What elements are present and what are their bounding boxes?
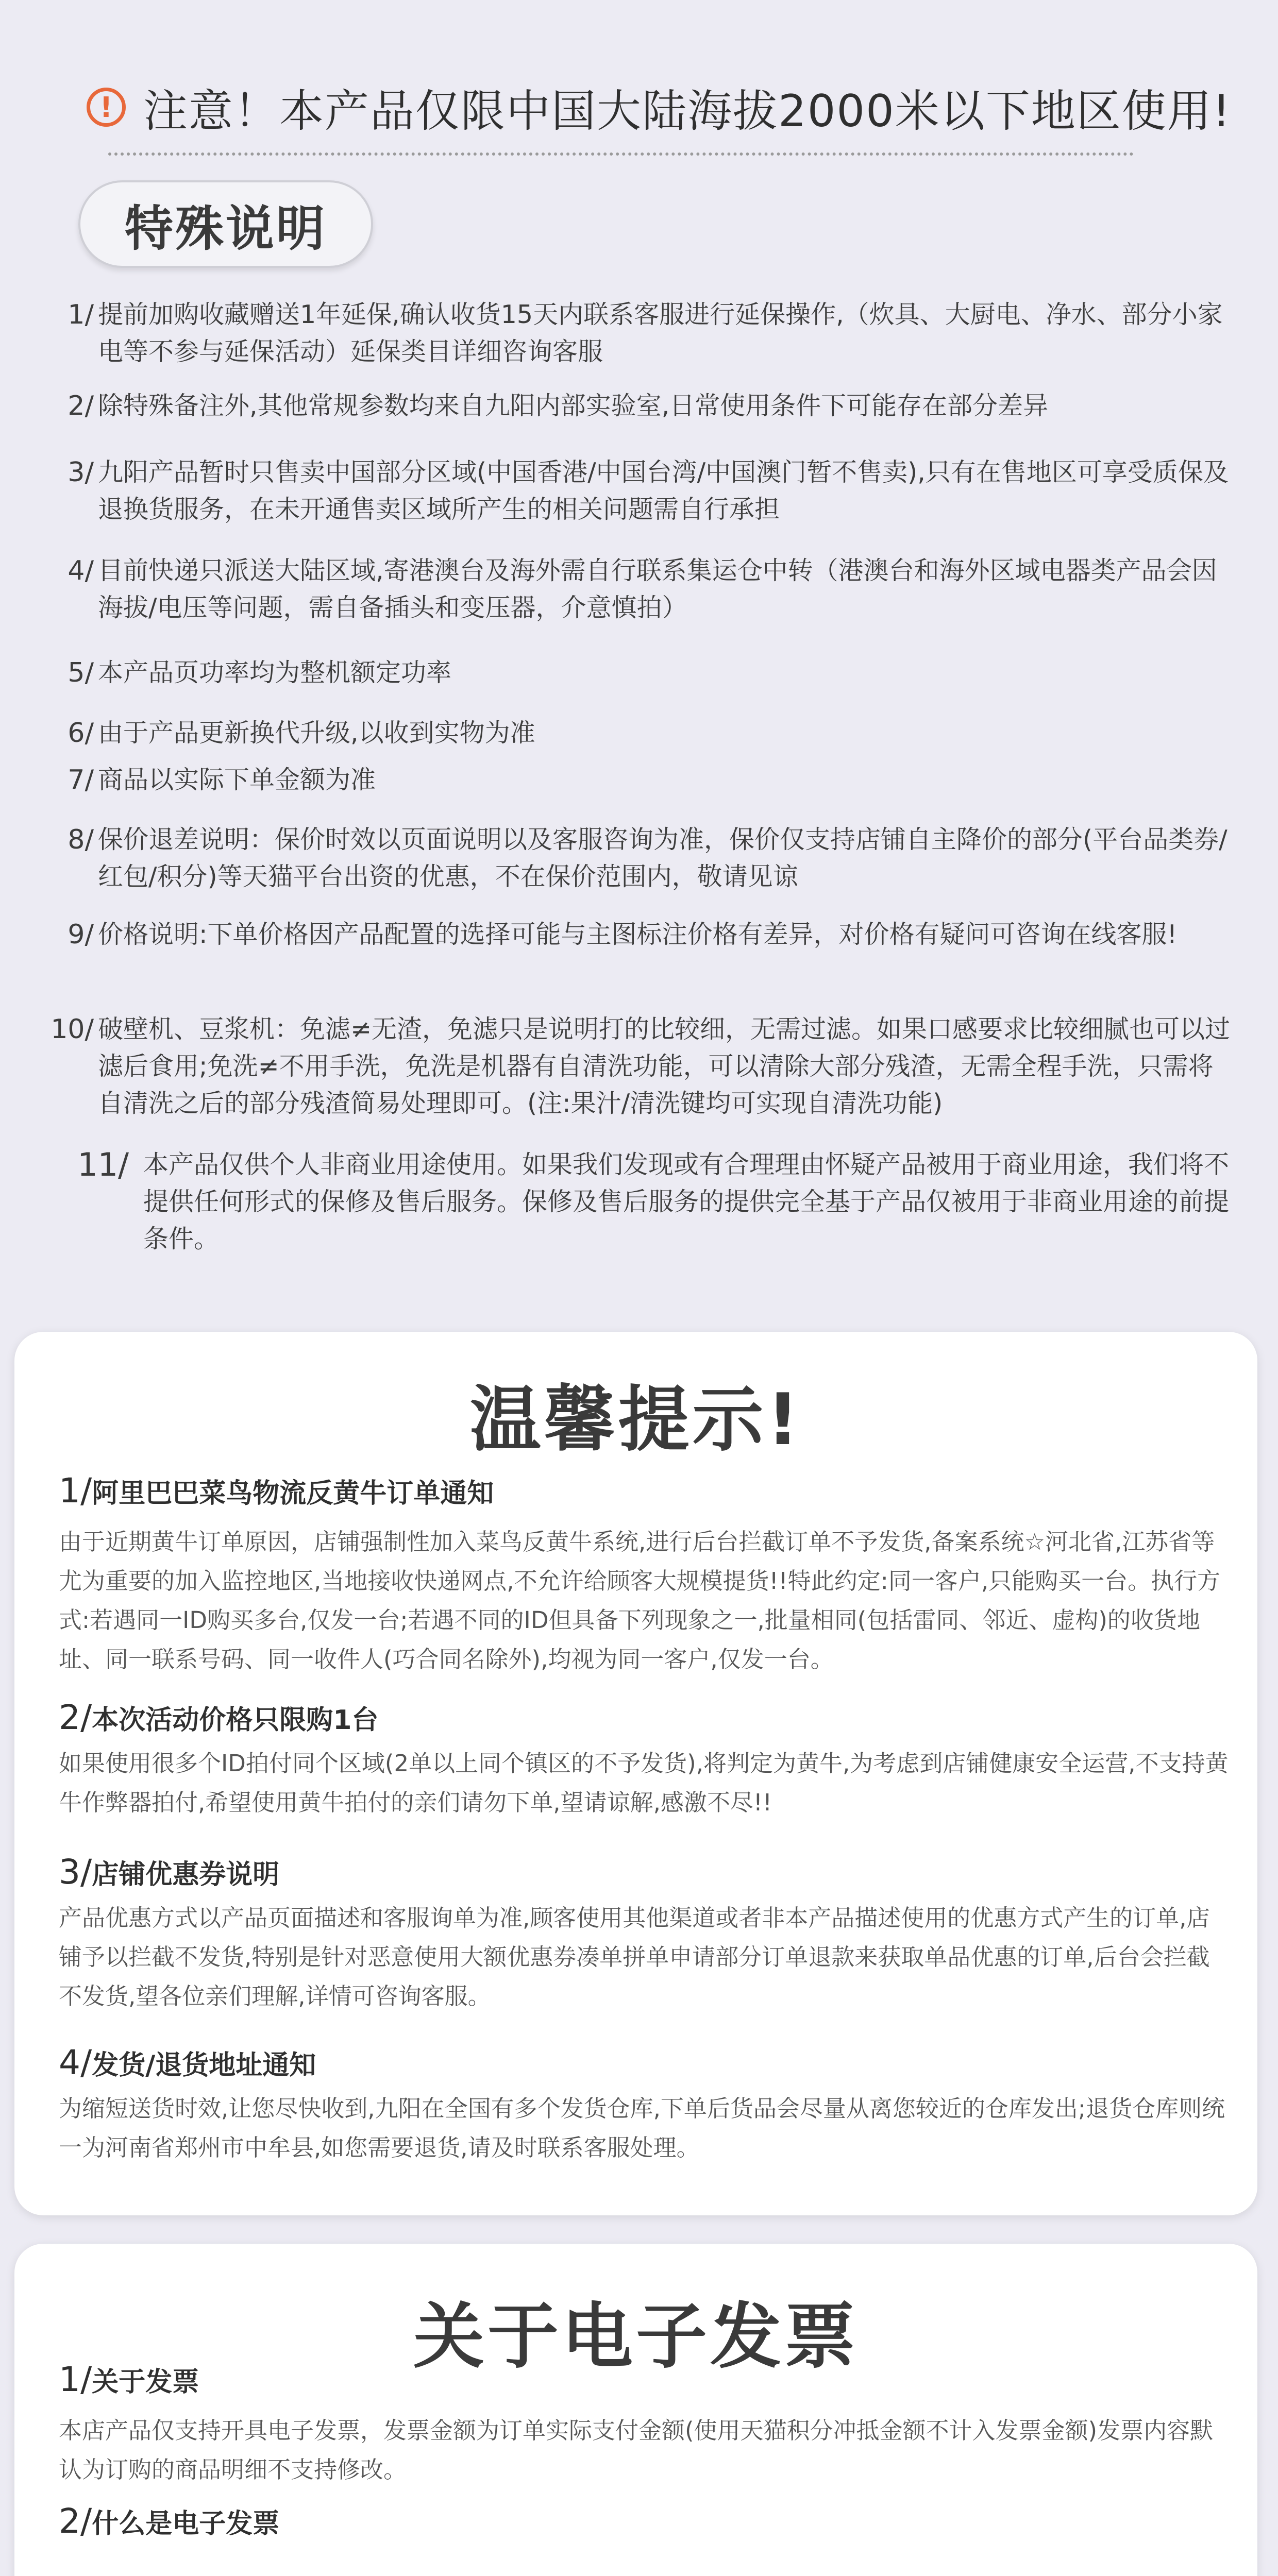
list-item [46, 715, 1237, 752]
item-number: 7/ [68, 765, 94, 795]
notice-banner [87, 76, 1232, 138]
item-text: 价格说明:下单价格因产品配置的选择可能与主图标注价格有差异，对价格有疑问可咨询在线客服! [98, 920, 1178, 949]
list-item [46, 1011, 1237, 1122]
list-item [46, 821, 1237, 895]
item-text: 由于产品更新换代升级,以收到实物为准 [98, 718, 535, 748]
item-number: 8/ [68, 824, 94, 855]
item-number: 9/ [68, 919, 94, 950]
section-body: 产品优惠方式以产品页面描述和客服询单为准,顾客使用其他渠道或者非本产品描述使用的优惠方式产生的订单,店铺予以拦截不发货,特别是针对恶意使用大额优惠券凑单拼单申请部分订单退款来获取单品优惠的订单,后台会拦截不发货,望各位亲们理解,详情可咨询客服。 [59, 1904, 1210, 2010]
item-text: 目前快递只派送大陆区域,寄港澳台及海外需自行联系集运仓中转（港澳台和海外区域电器类产品会因海拔/电压等问题，需自备插头和变压器，介意慎拍） [98, 556, 1217, 622]
item-number: 4/ [68, 555, 94, 586]
tips-card [14, 1332, 1257, 2215]
section-heading: 1/关于发票 [59, 2360, 199, 2399]
item-text: 九阳产品暂时只售卖中国部分区域(中国香港/中国台湾/中国澳门暂不售卖),只有在售地区可享受质保及退换货服务，在未开通售卖区域所产生的相关问题需自行承担 [98, 457, 1229, 524]
item-number: 6/ [68, 718, 94, 749]
item-number: 10/ [51, 1014, 94, 1045]
section-body: 由于近期黄牛订单原因，店铺强制性加入菜鸟反黄牛系统,进行后台拦截订单不予发货,备案系统☆河北省,江苏省等尤为重要的加入监控地区,当地接收快递网点,不允许给顾客大规模提货!!特此约定:同一客户,只能购买一台。执行方式:若遇同一ID购买多台,仅发一台;若遇不同的ID但具备下列现象之一,批量相同(包括雷同、邻近、虚构)的收货地址、同一联系号码、同一收件人(巧合同名除外),均视为同一客户,仅发一台。 [59, 1528, 1221, 1673]
item-text: 本产品页功率均为整机额定功率 [98, 658, 452, 687]
special-title-pill: 特殊说明 [78, 180, 373, 268]
section-heading: 2/什么是电子发票 [59, 2501, 280, 2541]
item-text: 提前加购收藏赠送1年延保,确认收货15天内联系客服进行延保操作,（炊具、大厨电、净水、部分小家电等不参与延保活动）延保类目详细咨询客服 [98, 300, 1223, 366]
item-number: 11/ [77, 1146, 129, 1183]
item-number: 5/ [68, 657, 94, 688]
section-heading: 1/阿里巴巴菜鸟物流反黄牛订单通知 [59, 1471, 494, 1511]
list-item [46, 296, 1237, 370]
item-number: 1/ [68, 299, 94, 330]
section-heading: 4/发货/退货地址通知 [59, 2043, 316, 2082]
list-item [46, 761, 1237, 799]
item-text: 本产品仅供个人非商业用途使用。如果我们发现或有合理理由怀疑产品被用于商业用途，我们将不提供任何形式的保修及售后服务。保修及售后服务的提供完全基于产品仅被用于非商业用途的前提条件。 [143, 1150, 1230, 1253]
list-item [46, 454, 1237, 528]
tips-title: 温馨提示! [469, 1378, 802, 1461]
section-body: 如果使用很多个ID拍付同个区域(2单以上同个镇区的不予发货),将判定为黄牛,为考虑到店铺健康安全运营,不支持黄牛作弊器拍付,希望使用黄牛拍付的亲们请勿下单,望请谅解,感激不尽!! [59, 1750, 1229, 1816]
item-number: 3/ [68, 457, 94, 488]
item-text: 破壁机、豆浆机：免滤≠无渣，免滤只是说明打的比较细，无需过滤。如果口感要求比较细腻也可以过滤后食用;免洗≠不用手洗，免洗是机器有自清洗功能，可以清除大部分残渣，无需全程手洗，只需将自清洗之后的部分残渣简易处理即可。(注:果汁/清洗键均可实现自清洗功能) [98, 1014, 1231, 1118]
list-item [46, 916, 1237, 953]
item-number: 2/ [68, 391, 94, 421]
item-text: 商品以实际下单金额为准 [98, 765, 376, 794]
list-item [46, 654, 1237, 691]
section-heading: 2/本次活动价格只限购1台 [59, 1698, 379, 1737]
exclamation-circle-icon: ! [87, 88, 126, 127]
invoice-card [14, 2244, 1257, 2576]
item-text: 除特殊备注外,其他常规参数均来自九阳内部实验室,日常使用条件下可能存在部分差异 [98, 391, 1049, 420]
item-text: 保价退差说明：保价时效以页面说明以及客服咨询为准，保价仅支持店铺自主降价的部分(平台品类券/红包/积分)等天猫平台出资的优惠，不在保价范围内，敬请见谅 [98, 825, 1227, 891]
dotted-divider [108, 152, 1134, 156]
section-body: 为缩短送货时效,让您尽快收到,九阳在全国有多个发货仓库,下单后货品会尽量从离您较近的仓库发出;退货仓库则统一为河南省郑州市中牟县,如您需要退货,请及时联系客服处理。 [59, 2095, 1225, 2161]
list-item [46, 1146, 1237, 1258]
invoice-title: 关于电子发票 [413, 2295, 859, 2378]
section-body: 本店产品仅支持开具电子发票，发票金额为订单实际支付金额(使用天猫积分冲抵金额不计入发票金额)发票内容默认为订购的商品明细不支持修改。 [59, 2417, 1214, 2483]
list-item [46, 387, 1237, 425]
section-heading: 3/店铺优惠券说明 [59, 1852, 280, 1892]
notice-text: 注意！本产品仅限中国大陆海拔2000米以下地区使用! [143, 86, 1232, 137]
list-item [46, 552, 1237, 626]
